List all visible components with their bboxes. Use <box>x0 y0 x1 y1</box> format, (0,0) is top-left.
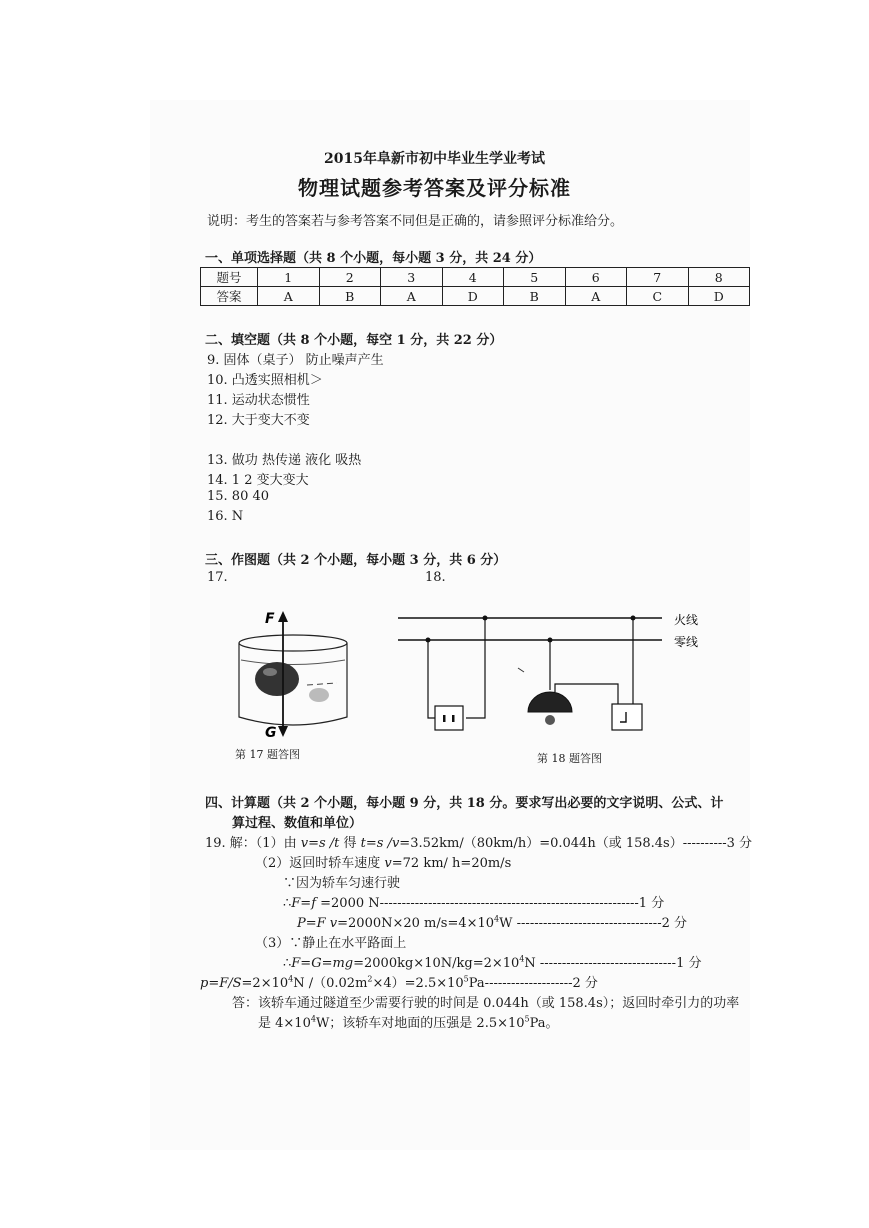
table-cell: B <box>504 287 566 306</box>
container-rim <box>239 635 347 651</box>
formula: P=F v <box>297 916 338 931</box>
arrow-up-icon <box>278 611 288 622</box>
text: W；该轿车对地面的压强是 2.5×10 <box>315 1016 525 1031</box>
solution-line-6: （3）∵静止在水平路面上 <box>255 936 407 951</box>
socket-slot <box>443 715 446 722</box>
table-cell: 8 <box>688 268 750 287</box>
formula: F=G=mg <box>291 956 354 971</box>
table-cell: A <box>565 287 627 306</box>
table-cell: 7 <box>627 268 689 287</box>
text: 得 <box>339 836 361 851</box>
superscript: 4 <box>288 974 294 984</box>
table-cell: C <box>627 287 689 306</box>
section2-title: 二、填空题（共 8 个小题，每空 1 分，共 22 分） <box>205 333 503 348</box>
superscript: 4 <box>310 1014 316 1024</box>
arrow-down-icon <box>278 726 288 737</box>
solution-line-3: ∵因为轿车匀速行驶 <box>283 876 401 891</box>
solution-line-8 <box>200 972 598 991</box>
table-cell: 4 <box>442 268 504 287</box>
superscript: 5 <box>524 1014 530 1024</box>
text: ∴ <box>283 956 292 971</box>
table-cell: 2 <box>319 268 381 287</box>
main-title: 物理试题参考答案及评分标准 <box>298 176 571 200</box>
answer-10: 10. 凸透实照相机＞ <box>207 373 323 388</box>
row-label: 题号 <box>201 268 258 287</box>
table-cell: D <box>442 287 504 306</box>
water-surface <box>241 660 345 665</box>
figure-17-caption: 第 17 题答图 <box>235 748 300 761</box>
answer-table <box>200 267 750 306</box>
exam-title: 2015年阜新市初中毕业生学业考试 <box>324 151 545 167</box>
section4-title-cont: 算过程、数值和单位） <box>232 816 363 831</box>
answer-11: 11. 运动状态惯性 <box>207 393 310 408</box>
answer-12: 12. 大于变大不变 <box>207 413 310 428</box>
answer-summary-line-1: 答：该轿车通过隧道至少需要行驶的时间是 0.044h（或 158.4s）；返回时牵引力的功率 <box>232 996 740 1011</box>
table-cell: D <box>688 287 750 306</box>
text: =3.52km/（80km/h）=0.044h（或 158.4s）----------3 分 <box>399 836 753 851</box>
text: =2000N×20 m/s=4×10 <box>337 916 495 931</box>
table-cell: A <box>258 287 320 306</box>
smudge <box>309 688 329 702</box>
figure-17 <box>225 605 375 745</box>
answer-14: 14. 1 2 变大变大 <box>207 473 309 488</box>
text: Pa。 <box>529 1016 559 1031</box>
figure-18-circuit <box>390 608 720 743</box>
dash-mark <box>307 683 337 685</box>
solution-line-1 <box>205 832 752 851</box>
table-cell: 5 <box>504 268 566 287</box>
superscript: 5 <box>463 974 469 984</box>
table-cell: A <box>381 287 443 306</box>
solution-line-4 <box>283 892 664 911</box>
table-cell: 3 <box>381 268 443 287</box>
answer-15: 15. 80 40 <box>207 489 270 504</box>
floating-object <box>255 662 299 696</box>
answer-summary-line-2 <box>258 1012 559 1031</box>
text: =2000kg×10N/kg=2×10 <box>353 956 520 971</box>
answer-16: 16. N <box>207 509 244 524</box>
force-f-label: F <box>265 611 275 627</box>
socket-icon <box>435 706 463 730</box>
text: N /（0.02m <box>293 976 368 991</box>
superscript: 4 <box>519 954 525 964</box>
text: ∴ <box>283 896 292 911</box>
formula: t=s /v <box>360 836 400 851</box>
lamp-icon <box>528 692 572 712</box>
row-label: 答案 <box>201 287 258 306</box>
q17-label: 17. <box>207 570 228 585</box>
table-row <box>201 287 750 306</box>
neutral-wire-label: 零线 <box>674 635 699 649</box>
formula: v <box>384 856 392 871</box>
live-wire-label: 火线 <box>674 613 699 627</box>
formula: F=f <box>291 896 317 911</box>
text: =72 km/ h=20m/s <box>391 856 512 871</box>
superscript: 2 <box>367 974 373 984</box>
table-cell: B <box>319 287 381 306</box>
text: ×4）=2.5×10 <box>372 976 464 991</box>
text: =2×10 <box>241 976 289 991</box>
solution-line-7 <box>283 952 701 971</box>
section4-title: 四、计算题（共 2 个小题，每小题 9 分，共 18 分。要求写出必要的文字说明、公式、计 <box>205 796 724 811</box>
formula: v=s /t <box>300 836 340 851</box>
object-highlight <box>263 668 277 676</box>
solution-line-5 <box>297 912 687 931</box>
text: Pa--------------------2 分 <box>468 976 598 991</box>
solution-line-2 <box>255 852 511 871</box>
force-g-label: G <box>265 725 277 741</box>
text: 19. 解：（1）由 <box>205 836 301 851</box>
answer-13: 13. 做功 热传递 液化 吸热 <box>207 453 362 468</box>
superscript: 4 <box>494 914 500 924</box>
answer-9: 9. 固体（桌子） 防止噪声产生 <box>207 353 384 368</box>
socket-wire-live <box>466 618 485 718</box>
q18-label: 18. <box>425 570 446 585</box>
stray-mark <box>518 668 524 672</box>
text: N -------------------------------1 分 <box>524 956 702 971</box>
section1-title: 一、单项选择题（共 8 个小题，每小题 3 分，共 24 分） <box>205 251 542 266</box>
formula: p=F/S <box>200 976 242 991</box>
text: =2000 N-----------------------------------------------------------1 分 <box>316 896 665 911</box>
table-cell: 6 <box>565 268 627 287</box>
switch-icon <box>612 704 642 730</box>
socket-slot <box>452 715 455 722</box>
table-cell: 1 <box>258 268 320 287</box>
text: 是 4×10 <box>258 1016 311 1031</box>
figure-18-caption: 第 18 题答图 <box>537 752 602 765</box>
text: W ---------------------------------2 分 <box>499 916 687 931</box>
lamp-bulb <box>545 715 555 725</box>
section3-title: 三、作图题（共 2 个小题，每小题 3 分，共 6 分） <box>205 553 507 568</box>
scoring-note: 说明：考生的答案若与参考答案不同但是正确的，请参照评分标准给分。 <box>207 214 624 229</box>
table-row <box>201 268 750 287</box>
text: （2）返回时轿车速度 <box>255 856 385 871</box>
